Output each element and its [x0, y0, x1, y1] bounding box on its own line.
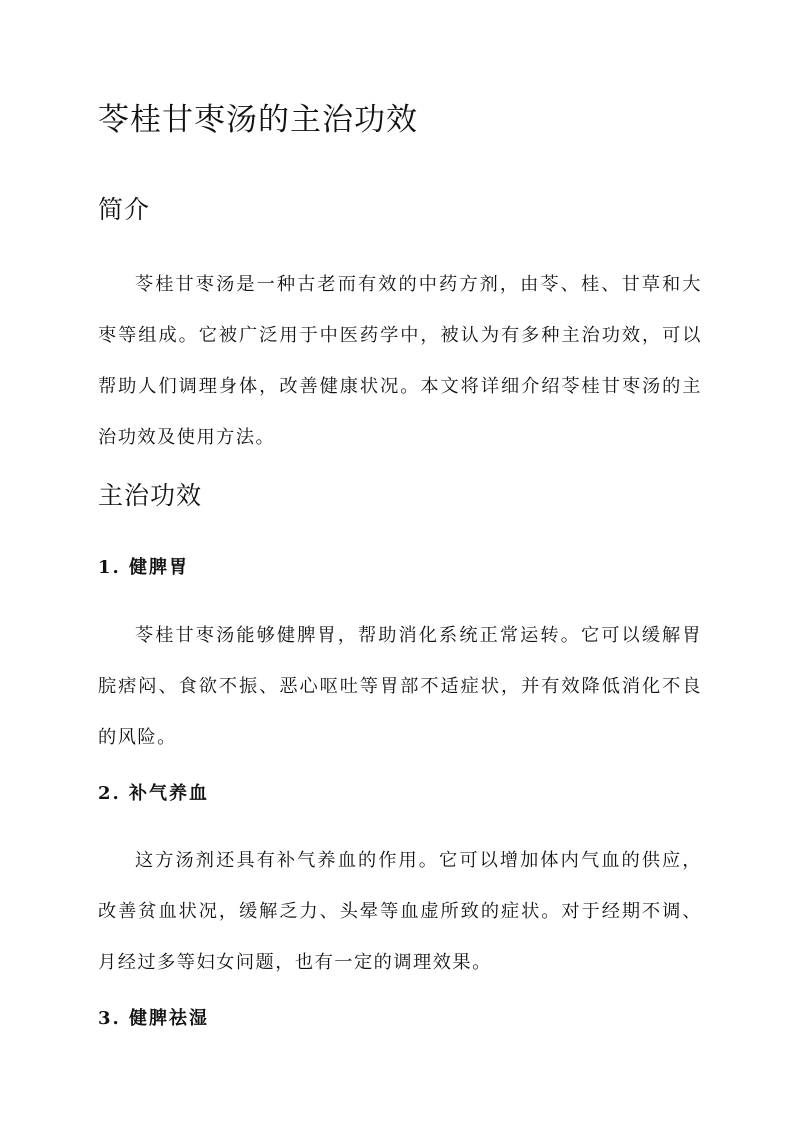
- subsection-heading-dampness: 3. 健脾祛湿: [98, 1008, 210, 1029]
- spleen-stomach-paragraph: 苓桂甘枣汤能够健脾胃，帮助消化系统正常运转。它可以缓解胃脘痞闷、食欲不振、恶心呕吐等胃部不适症状，并有效降低消化不良的风险。: [98, 625, 702, 748]
- document-title: 苓桂甘枣汤的主治功效: [98, 102, 418, 138]
- section-heading-effects: 主治功效: [98, 481, 203, 510]
- subsection-heading-qi-blood: 2. 补气养血: [98, 783, 210, 804]
- intro-paragraph: 苓桂甘枣汤是一种古老而有效的中药方剂，由苓、桂、甘草和大枣等组成。它被广泛用于中医药学中，被认为有多种主治功效，可以帮助人们调理身体，改善健康状况。本文将详细介绍苓桂甘枣汤的主治功效及使用方法。: [98, 274, 702, 448]
- subsection-heading-spleen-stomach: 1. 健脾胃: [98, 557, 190, 578]
- section-heading-intro: 简介: [98, 195, 151, 224]
- qi-blood-paragraph: 这方汤剂还具有补气养血的作用。它可以增加体内气血的供应，改善贫血状况，缓解乏力、头晕等血虚所致的症状。对于经期不调、月经过多等妇女问题，也有一定的调理效果。: [98, 850, 702, 973]
